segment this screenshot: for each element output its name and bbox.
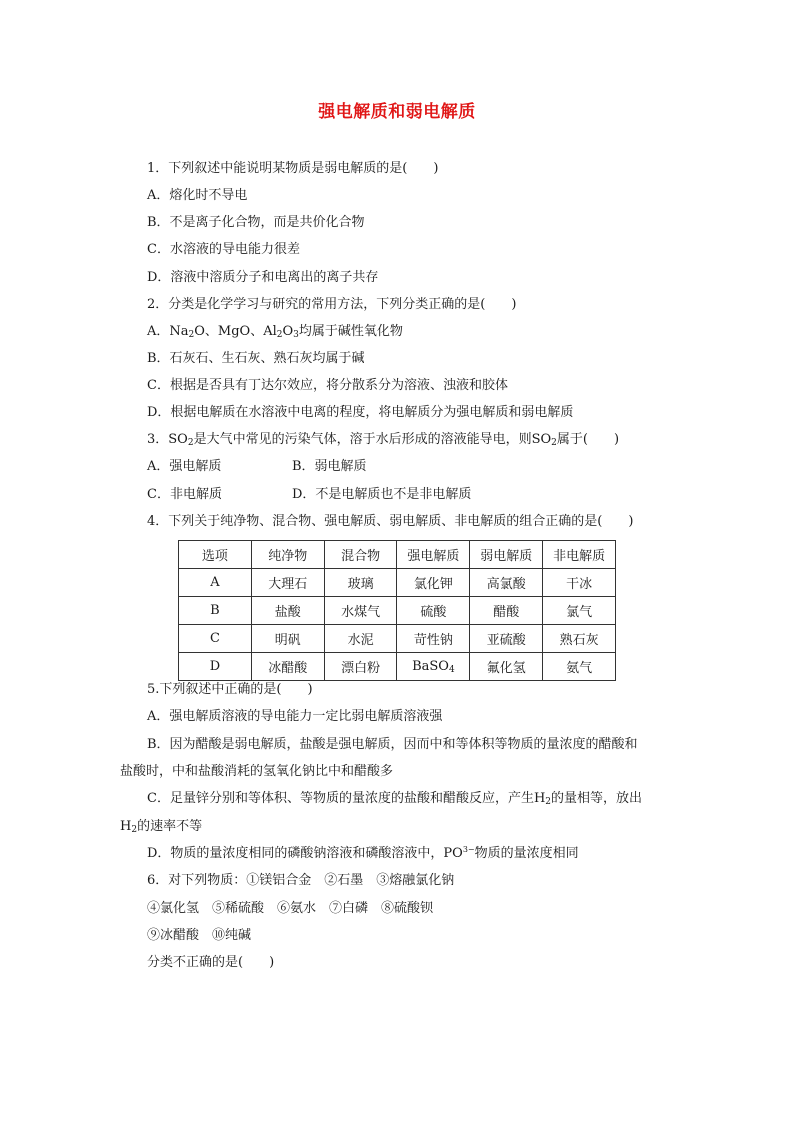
table-cell: 明矾	[251, 625, 324, 653]
table-cell: A	[179, 569, 252, 597]
q5-stem: 5.下列叙述中正确的是( )	[147, 682, 313, 697]
q4-stem: 4．下列关于纯净物、混合物、强电解质、弱电解质、非电解质的组合正确的是( )	[147, 514, 634, 529]
q3-option-c: C．非电解质	[147, 487, 222, 502]
table-header-cell: 选项	[179, 541, 252, 569]
table-cell: 盐酸	[251, 597, 324, 625]
q6-question: 分类不正确的是( )	[147, 955, 275, 970]
q2-option-d: D．根据电解质在水溶液中电离的程度，将电解质分为强电解质和弱电解质	[147, 405, 574, 420]
q1-option-a: A．熔化时不导电	[147, 188, 248, 203]
table-cell: 水泥	[324, 625, 397, 653]
q5-option-c-line2: $H_2$的速率不等	[120, 819, 203, 835]
q1-option-d: D．溶液中溶质分子和电离出的离子共存	[147, 270, 379, 285]
table-cell: 醋酸	[470, 597, 543, 625]
q4-table	[178, 540, 616, 681]
q2-option-b: B．石灰石、生石灰、熟石灰均属于碱	[147, 351, 365, 366]
q1-option-b: B．不是离子化合物，而是共价化合物	[147, 215, 365, 230]
q5-option-d: D．物质的量浓度相同的磷酸钠溶液和磷酸溶液中，$PO^{3-}$物质的量浓度相同	[147, 845, 579, 861]
table-cell: C	[179, 625, 252, 653]
q3-option-d: D．不是电解质也不是非电解质	[292, 487, 472, 502]
table-header-cell: 混合物	[324, 541, 397, 569]
table-cell: 氯气	[543, 597, 616, 625]
table-cell: 苛性钠	[397, 625, 470, 653]
q3-options-ab	[147, 458, 367, 476]
q2-option-c: C．根据是否具有丁达尔效应，将分散系分为溶液、浊液和胶体	[147, 378, 508, 393]
table-cell-baso4: BaSO$_4$	[397, 653, 470, 681]
q3-option-a: A．强电解质	[147, 459, 222, 474]
table-cell: 大理石	[251, 569, 324, 597]
table-cell: 亚硫酸	[470, 625, 543, 653]
table-cell: 氨气	[543, 653, 616, 681]
q2-stem: 2．分类是化学学习与研究的常用方法，下列分类正确的是( )	[147, 297, 517, 312]
table-cell: 漂白粉	[324, 653, 397, 681]
table-cell: 水煤气	[324, 597, 397, 625]
table-cell: B	[179, 597, 252, 625]
q2-option-a: A．$Na_2O$、MgO、$Al_2O_3$均属于碱性氧化物	[147, 324, 403, 340]
table-row	[179, 625, 616, 653]
q6-stem: 6．对下列物质：①镁铝合金 ②石墨 ③熔融氯化钠	[147, 873, 455, 888]
document-title: 强电解质和弱电解质	[318, 102, 476, 122]
table-cell: 高氯酸	[470, 569, 543, 597]
table-cell: 氯化钾	[397, 569, 470, 597]
table-cell: 冰醋酸	[251, 653, 324, 681]
table-cell: D	[179, 653, 252, 681]
q5-option-a: A．强电解质溶液的导电能力一定比弱电解质溶液强	[147, 709, 443, 724]
table-cell: 硫酸	[397, 597, 470, 625]
table-row	[179, 597, 616, 625]
table-header-row	[179, 541, 616, 569]
table-header-cell: 非电解质	[543, 541, 616, 569]
table-row	[179, 569, 616, 597]
q5-option-c-line1: C．足量锌分别和等体积、等物质的量浓度的盐酸和醋酸反应，产生$H_2$的量相等，放出	[147, 791, 643, 807]
table-header-cell: 弱电解质	[470, 541, 543, 569]
q3-option-b: B．弱电解质	[292, 459, 367, 474]
table-cell: 干冰	[543, 569, 616, 597]
table-header-cell: 纯净物	[251, 541, 324, 569]
table-cell: 熟石灰	[543, 625, 616, 653]
q1-stem: 1．下列叙述中能说明某物质是弱电解质的是( )	[147, 161, 439, 176]
table-cell: 氟化氢	[470, 653, 543, 681]
q6-line2: ④氯化氢 ⑤稀硫酸 ⑥氨水 ⑦白磷 ⑧硫酸钡	[147, 901, 434, 916]
q5-option-b-line2: 盐酸时，中和盐酸消耗的氢氧化钠比中和醋酸多	[120, 764, 394, 779]
table-cell: 玻璃	[324, 569, 397, 597]
q1-option-c: C．水溶液的导电能力很差	[147, 242, 300, 257]
q6-line3: ⑨冰醋酸 ⑩纯碱	[147, 928, 252, 943]
table-row	[179, 653, 616, 681]
q3-stem: 3．$SO_2$是大气中常见的污染气体，溶于水后形成的溶液能导电，则$SO_2$属于( )	[147, 432, 620, 448]
q3-options-cd	[147, 486, 471, 504]
q5-option-b-line1: B．因为醋酸是弱电解质，盐酸是强电解质，因而中和等体积等物质的量浓度的醋酸和	[147, 737, 638, 752]
table-header-cell: 强电解质	[397, 541, 470, 569]
